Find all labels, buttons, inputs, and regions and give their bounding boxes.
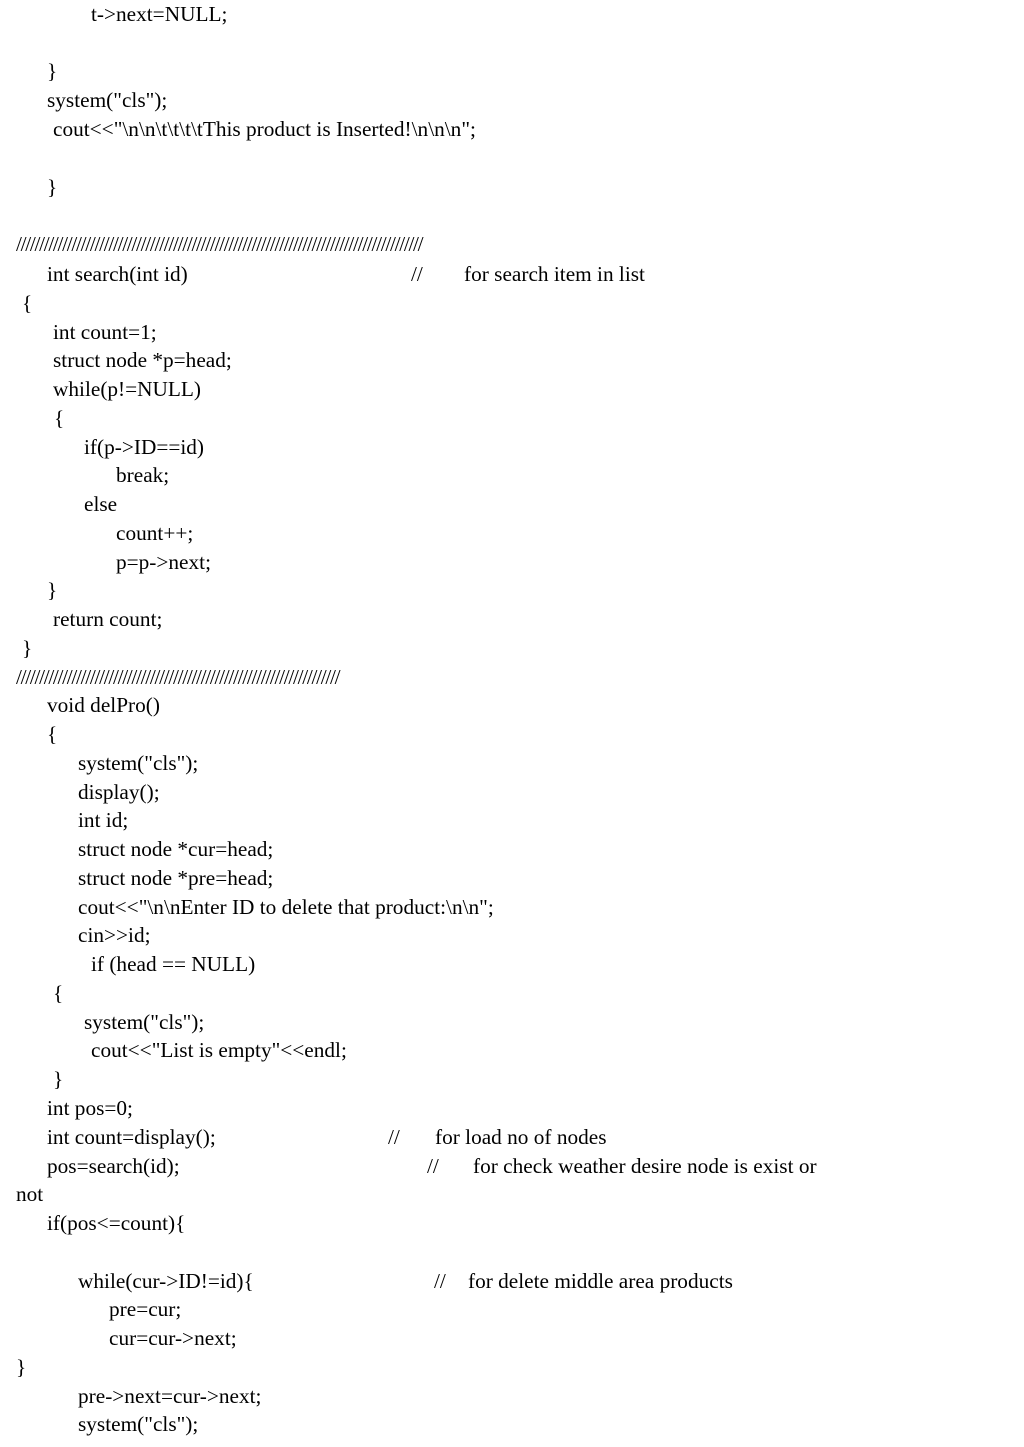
comment-marker: // — [388, 1125, 400, 1149]
code-line: } — [22, 636, 33, 660]
code-line: else — [84, 492, 118, 516]
code-line: pos=search(id); — [47, 1154, 180, 1178]
code-line: cout<<"\n\nEnter ID to delete that product:\n\n"; — [78, 895, 494, 919]
code-line: int id; — [78, 808, 129, 832]
code-line: pre->next=cur->next; — [78, 1384, 262, 1408]
comment-marker: // — [427, 1154, 439, 1178]
code-line: while(p!=NULL) — [53, 377, 202, 401]
comment-marker: // — [411, 262, 423, 286]
code-line: { — [47, 722, 58, 746]
code-line: if(p->ID==id) — [84, 435, 205, 459]
code-line: system("cls"); — [84, 1010, 205, 1034]
comment-text: for search item in list — [464, 262, 645, 286]
code-line: count++; — [116, 521, 194, 545]
comment-text: for load no of nodes — [435, 1125, 607, 1149]
code-line: cur=cur->next; — [109, 1326, 237, 1350]
code-line: if(pos<=count){ — [47, 1211, 186, 1235]
code-line: system("cls"); — [47, 88, 168, 112]
code-line: int count=display(); — [47, 1125, 216, 1149]
code-line: int search(int id) — [47, 262, 188, 286]
code-line: struct node *pre=head; — [78, 866, 274, 890]
code-line: display(); — [78, 780, 160, 804]
code-line: struct node *cur=head; — [78, 837, 274, 861]
code-line: struct node *p=head; — [53, 348, 232, 372]
code-line: } — [53, 1067, 64, 1091]
code-line: t->next=NULL; — [91, 2, 228, 26]
code-line: { — [53, 981, 64, 1005]
code-line: } — [47, 59, 58, 83]
separator-comment: ////////////////////////////////////////////////////////////////////// — [16, 665, 340, 689]
code-line: system("cls"); — [78, 751, 199, 775]
code-line: while(cur->ID!=id){ — [78, 1269, 254, 1293]
comment-marker: // — [434, 1269, 446, 1293]
code-line: } — [47, 175, 58, 199]
code-line: if (head == NULL) — [91, 952, 256, 976]
code-line: p=p->next; — [116, 550, 211, 574]
code-line: cin>>id; — [78, 923, 151, 947]
separator-comment: //////////////////////////////////////////////////////////////////////////////////////// — [16, 232, 423, 256]
code-line: cout<<"List is empty"<<endl; — [91, 1038, 347, 1062]
comment-text: not — [16, 1182, 44, 1206]
code-line: int pos=0; — [47, 1096, 133, 1120]
code-line: system("cls"); — [78, 1412, 199, 1436]
code-line: { — [54, 406, 65, 430]
code-line: return count; — [53, 607, 163, 631]
code-line: } — [16, 1355, 27, 1379]
code-line: { — [22, 291, 33, 315]
code-line: } — [47, 578, 58, 602]
code-line: int count=1; — [53, 320, 157, 344]
code-line: pre=cur; — [109, 1297, 182, 1321]
comment-text: for delete middle area products — [468, 1269, 733, 1293]
code-line: cout<<"\n\n\t\t\t\tThis product is Inserted!\n\n\n"; — [53, 117, 476, 141]
code-line: void delPro() — [47, 693, 160, 717]
comment-text: for check weather desire node is exist or — [473, 1154, 817, 1178]
code-line: break; — [116, 463, 170, 487]
